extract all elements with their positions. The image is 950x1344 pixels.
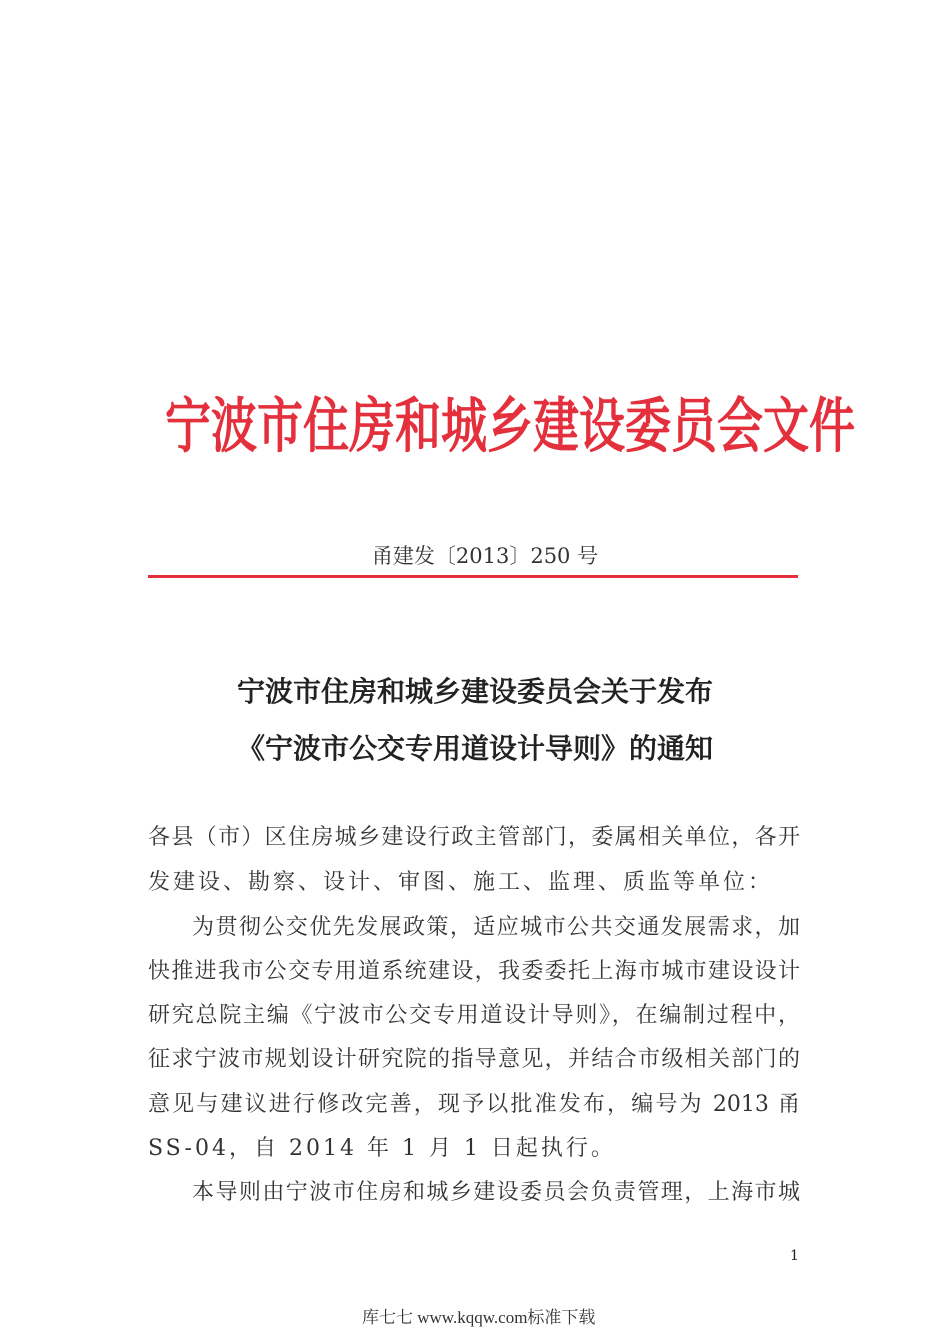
body-line: 本导则由宁波市住房和城乡建设委员会负责管理，上海市城 bbox=[192, 1180, 800, 1205]
notice-heading-line2: 《宁波市公交专用道设计导则》的通知 bbox=[236, 732, 713, 765]
body-line: 各县（市）区住房城乡建设行政主管部门，委属相关单位，各开 bbox=[148, 825, 800, 850]
footer-watermark: 库七七 www.kqqw.com标准下载 bbox=[362, 1308, 596, 1327]
body-line: 意见与建议进行修改完善，现予以批准发布，编号为 2013 甬 bbox=[148, 1092, 800, 1117]
body-line: 发建设、勘察、设计、审图、施工、监理、质监等单位： bbox=[148, 870, 774, 895]
body-line: 研究总院主编《宁波市公交专用道设计导则》，在编制过程中， bbox=[148, 1003, 800, 1028]
body-line: 为贯彻公交优先发展政策，适应城市公共交通发展需求，加 bbox=[192, 915, 800, 940]
red-divider bbox=[148, 575, 798, 578]
body-line: SS-04，自 2014 年 1 月 1 日起执行。 bbox=[148, 1136, 616, 1161]
document-number: 甬建发〔2013〕250 号 bbox=[371, 544, 599, 568]
body-line: 征求宁波市规划设计研究院的指导意见，并结合市级相关部门的 bbox=[148, 1047, 800, 1072]
notice-heading-line1: 宁波市住房和城乡建设委员会关于发布 bbox=[236, 675, 713, 708]
body-line: 快推进我市公交专用道系统建设，我委委托上海市城市建设设计 bbox=[148, 959, 800, 984]
page-number: 1 bbox=[790, 1248, 799, 1264]
issuer-title: 宁波市住房和城乡建设委员会文件 bbox=[165, 390, 855, 461]
